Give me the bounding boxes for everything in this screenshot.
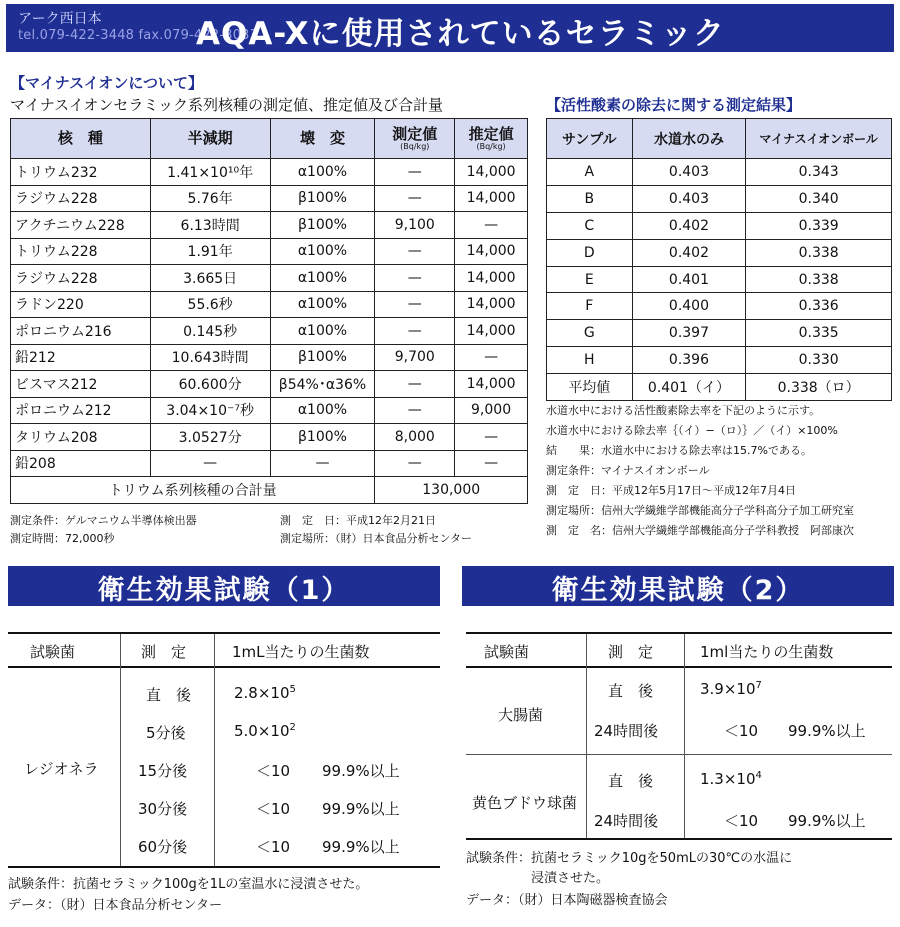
nuclide-row	[11, 265, 528, 292]
cell-nuclide: ラドン220	[11, 291, 151, 318]
time-label: 直 後	[146, 686, 192, 704]
cell-decay: α100%	[270, 397, 375, 424]
count-exponent: 7	[755, 680, 762, 691]
count-base: ＜10	[724, 722, 759, 740]
test2-table	[466, 632, 892, 840]
cell-decay: α100%	[270, 238, 375, 265]
cell-ball: 0.338（ロ）	[746, 374, 892, 401]
cell-tap: 0.403	[632, 185, 746, 212]
ion-row	[547, 185, 892, 212]
cell-half-life: 6.13時間	[150, 212, 270, 239]
cell-nuclide: ポロニウム216	[11, 318, 151, 345]
ion-row	[547, 374, 892, 401]
cell-estimated: 9,000	[455, 397, 528, 424]
cell-measured: —	[375, 371, 455, 398]
nuclide-note: 測定時間：72,000秒	[10, 532, 115, 545]
count-base: ＜10	[724, 812, 759, 830]
col-header-label: 推定値	[468, 124, 514, 143]
cell-nuclide: トリウム232	[11, 159, 151, 186]
cell-tap: 0.396	[632, 347, 746, 374]
group-divider	[466, 754, 892, 755]
total-value: 130,000	[375, 477, 528, 504]
cell-measured: —	[375, 185, 455, 212]
cell-estimated: 14,000	[455, 159, 528, 186]
count-base: 5.0×10	[234, 722, 290, 740]
ion-note: 測 定 日：平成12年5月17日〜平成12年7月4日	[546, 484, 796, 497]
time-label: 24時間後	[594, 722, 659, 740]
bacterium-name: 黄色ブドウ球菌	[472, 794, 578, 812]
cell-measured: 8,000	[375, 424, 455, 451]
test1-header-row	[8, 634, 440, 668]
cell-nuclide: 鉛208	[11, 450, 151, 477]
ion-note: 結 果：水道水中における除去率は15.7%である。	[546, 444, 812, 457]
cell-half-life: 55.6秒	[150, 291, 270, 318]
nuclide-row	[11, 424, 528, 451]
test1-table	[8, 632, 440, 868]
count-base: 3.9×10	[700, 680, 756, 698]
cell-nuclide: タリウム208	[11, 424, 151, 451]
cell-estimated: 14,000	[455, 265, 528, 292]
cell-decay: β100%	[270, 185, 375, 212]
ion-note: 水道水中における活性酸素除去率を下記のように示す。	[546, 404, 821, 417]
ion-row	[547, 347, 892, 374]
cell-sample: E	[547, 266, 633, 293]
bacterium-name: 大腸菌	[498, 706, 544, 724]
cell-sample: C	[547, 212, 633, 239]
nuclide-row	[11, 318, 528, 345]
cell-decay: β100%	[270, 424, 375, 451]
ion-row	[547, 266, 892, 293]
ion-row	[547, 320, 892, 347]
nuclide-row	[11, 291, 528, 318]
nuclide-row	[11, 159, 528, 186]
col-header: マイナスイオンボール	[746, 119, 892, 159]
cell-half-life: 3.0527分	[150, 424, 270, 451]
cell-sample: G	[547, 320, 633, 347]
cell-measured: —	[375, 238, 455, 265]
nuclide-header-row	[11, 119, 528, 159]
cell-nuclide: アクチニウム228	[11, 212, 151, 239]
cell-ball: 0.343	[746, 159, 892, 186]
cell-estimated: —	[455, 450, 528, 477]
cell-ball: 0.336	[746, 293, 892, 320]
cell-half-life: 60.600分	[150, 371, 270, 398]
cell-decay: α100%	[270, 159, 375, 186]
total-label: トリウム系列核種の合計量	[11, 477, 375, 504]
cell-decay: α100%	[270, 291, 375, 318]
contact-info: tel.079-422-3448 fax.079-422-3033	[18, 28, 259, 43]
cell-tap: 0.401（イ）	[632, 374, 746, 401]
nuclide-table	[10, 118, 528, 504]
cell-decay: β100%	[270, 212, 375, 239]
time-label: 24時間後	[594, 812, 659, 830]
test2-banner	[462, 566, 894, 606]
count-value	[256, 798, 290, 819]
cell-sample: A	[547, 159, 633, 186]
cell-ball: 0.335	[746, 320, 892, 347]
reduction-rate: 99.9%以上	[788, 812, 866, 830]
cell-estimated: —	[455, 424, 528, 451]
cell-ball: 0.330	[746, 347, 892, 374]
count-base: 1.3×10	[700, 770, 756, 788]
cell-half-life: 1.41×10¹⁰年	[150, 159, 270, 186]
time-label: 直 後	[608, 772, 654, 790]
test1-footer: 試験条件：抗菌セラミック100gを1Lの室温水に浸漬させた。	[8, 877, 369, 892]
nuclide-row	[11, 397, 528, 424]
nuclide-row	[11, 212, 528, 239]
cell-half-life: 3.04×10⁻⁷秒	[150, 397, 270, 424]
divider	[120, 634, 121, 866]
cell-sample: B	[547, 185, 633, 212]
cell-half-life: 1.91年	[150, 238, 270, 265]
count-value	[724, 720, 758, 741]
count-base: ＜10	[256, 838, 291, 856]
cell-tap: 0.401	[632, 266, 746, 293]
col-header: 測 定	[608, 643, 654, 661]
nuclide-row	[11, 371, 528, 398]
cell-measured: —	[375, 397, 455, 424]
divider	[214, 634, 215, 866]
bacterium-name: レジオネラ	[24, 760, 99, 778]
cell-tap: 0.402	[632, 239, 746, 266]
time-label: 直 後	[608, 682, 654, 700]
unit-label: (Bq/kg)	[476, 141, 506, 151]
time-label: 5分後	[146, 724, 186, 742]
col-header-label: 測定値	[392, 124, 438, 143]
ion-row	[547, 293, 892, 320]
divider	[684, 634, 685, 838]
cell-half-life: 5.76年	[150, 185, 270, 212]
count-value	[700, 770, 762, 788]
cell-estimated: —	[455, 344, 528, 371]
test2-footer: 浸漬させた。	[466, 871, 610, 886]
test2-footer: 試験条件：抗菌セラミック10gを50mLの30℃の水温に	[466, 851, 793, 866]
ion-heading: 【活性酸素の除去に関する測定結果】	[546, 96, 802, 114]
col-header: 測 定	[141, 643, 187, 661]
cell-estimated: 14,000	[455, 291, 528, 318]
cell-decay: —	[270, 450, 375, 477]
cell-tap: 0.402	[632, 212, 746, 239]
cell-nuclide: ビスマス212	[11, 371, 151, 398]
count-value	[234, 722, 296, 740]
col-header: 試験菌	[30, 643, 76, 661]
col-header: 1mL当たりの生菌数	[232, 643, 370, 661]
ion-row	[547, 159, 892, 186]
cell-tap: 0.403	[632, 159, 746, 186]
ion-row	[547, 239, 892, 266]
col-header: 半減期	[150, 119, 270, 159]
count-exponent: 5	[289, 684, 296, 695]
reduction-rate: 99.9%以上	[322, 838, 400, 856]
cell-decay: β54%･α36%	[270, 371, 375, 398]
ion-row	[547, 212, 892, 239]
cell-estimated: 14,000	[455, 371, 528, 398]
test2-header-row	[466, 634, 892, 668]
ion-header-row	[547, 119, 892, 159]
cell-measured: —	[375, 265, 455, 292]
cell-measured: —	[375, 159, 455, 186]
test1-title: 衛生効果試験（1）	[97, 575, 351, 606]
cell-nuclide: トリウム228	[11, 238, 151, 265]
cell-sample: D	[547, 239, 633, 266]
col-header: 水道水のみ	[632, 119, 746, 159]
test2-footer: データ：（財）日本陶磁器検査協会	[466, 893, 668, 908]
count-value	[724, 810, 758, 831]
col-header: 試験菌	[484, 643, 530, 661]
count-value	[256, 836, 290, 857]
nuclide-row	[11, 238, 528, 265]
time-label: 15分後	[138, 762, 188, 780]
nuclide-note: 測 定 日：平成12年2月21日	[280, 514, 436, 527]
cell-tap: 0.400	[632, 293, 746, 320]
cell-estimated: —	[455, 212, 528, 239]
page-title: AQA-Xに使用されているセラミック	[196, 16, 725, 52]
cell-sample: H	[547, 347, 633, 374]
count-value	[234, 684, 296, 702]
cell-measured: —	[375, 318, 455, 345]
top-banner	[6, 4, 894, 52]
test1-footer: データ：（財）日本食品分析センター	[8, 898, 222, 913]
cell-ball: 0.339	[746, 212, 892, 239]
cell-nuclide: 鉛212	[11, 344, 151, 371]
total-row	[11, 477, 528, 504]
nuclide-row	[11, 450, 528, 477]
cell-measured: —	[375, 450, 455, 477]
count-exponent: 2	[289, 722, 296, 733]
col-header	[375, 119, 455, 159]
nuclide-note: 測定条件：ゲルマニウム半導体検出器	[10, 514, 197, 527]
cell-half-life: 3.665日	[150, 265, 270, 292]
reduction-rate: 99.9%以上	[322, 800, 400, 818]
reduction-rate: 99.9%以上	[788, 722, 866, 740]
cell-measured: 9,100	[375, 212, 455, 239]
time-label: 30分後	[138, 800, 188, 818]
cell-tap: 0.397	[632, 320, 746, 347]
nuclide-row	[11, 344, 528, 371]
nuclide-subheading: マイナスイオンセラミック系列核種の測定値、推定値及び合計量	[10, 96, 444, 114]
divider	[586, 634, 587, 838]
nuclide-row	[11, 185, 528, 212]
nuclide-note: 測定場所：（財）日本食品分析センター	[280, 532, 473, 545]
cell-nuclide: ポロニウム212	[11, 397, 151, 424]
company-name: アーク西日本	[18, 11, 102, 27]
cell-sample: 平均値	[547, 374, 633, 401]
cell-sample: F	[547, 293, 633, 320]
cell-half-life: 0.145秒	[150, 318, 270, 345]
count-base: ＜10	[256, 762, 291, 780]
cell-estimated: 14,000	[455, 318, 528, 345]
cell-ball: 0.340	[746, 185, 892, 212]
cell-measured: —	[375, 291, 455, 318]
count-value	[700, 680, 762, 698]
cell-estimated: 14,000	[455, 238, 528, 265]
unit-label: (Bq/kg)	[400, 141, 430, 151]
cell-half-life: 10.643時間	[150, 344, 270, 371]
count-exponent: 4	[755, 770, 762, 781]
time-label: 60分後	[138, 838, 188, 856]
col-header: 壊 変	[270, 119, 375, 159]
cell-ball: 0.338	[746, 266, 892, 293]
col-header	[455, 119, 528, 159]
cell-half-life: —	[150, 450, 270, 477]
cell-nuclide: ラジウム228	[11, 185, 151, 212]
cell-nuclide: ラジウム228	[11, 265, 151, 292]
cell-measured: 9,700	[375, 344, 455, 371]
ion-note: 測定場所：信州大学繊維学部機能高分子学科高分子加工研究室	[546, 504, 854, 517]
count-value	[256, 760, 290, 781]
ion-table	[546, 118, 892, 401]
ion-note: 測 定 名：信州大学繊維学部機能高分子学科教授 阿部康次	[546, 524, 854, 537]
test1-banner	[8, 566, 440, 606]
ion-note: 測定条件：マイナスイオンボール	[546, 464, 710, 477]
cell-ball: 0.338	[746, 239, 892, 266]
col-header: サンプル	[547, 119, 633, 159]
nuclide-heading: 【マイナスイオンについて】	[10, 74, 204, 92]
col-header: 核 種	[11, 119, 151, 159]
count-base: ＜10	[256, 800, 291, 818]
cell-decay: α100%	[270, 265, 375, 292]
cell-estimated: 14,000	[455, 185, 528, 212]
reduction-rate: 99.9%以上	[322, 762, 400, 780]
col-header: 1ml当たりの生菌数	[700, 643, 834, 661]
ion-note: 水道水中における除去率｛（イ）−（ロ）｝／（イ）×100%	[546, 424, 838, 437]
count-base: 2.8×10	[234, 684, 290, 702]
cell-decay: β100%	[270, 344, 375, 371]
cell-decay: α100%	[270, 318, 375, 345]
test2-title: 衛生効果試験（2）	[551, 575, 805, 606]
